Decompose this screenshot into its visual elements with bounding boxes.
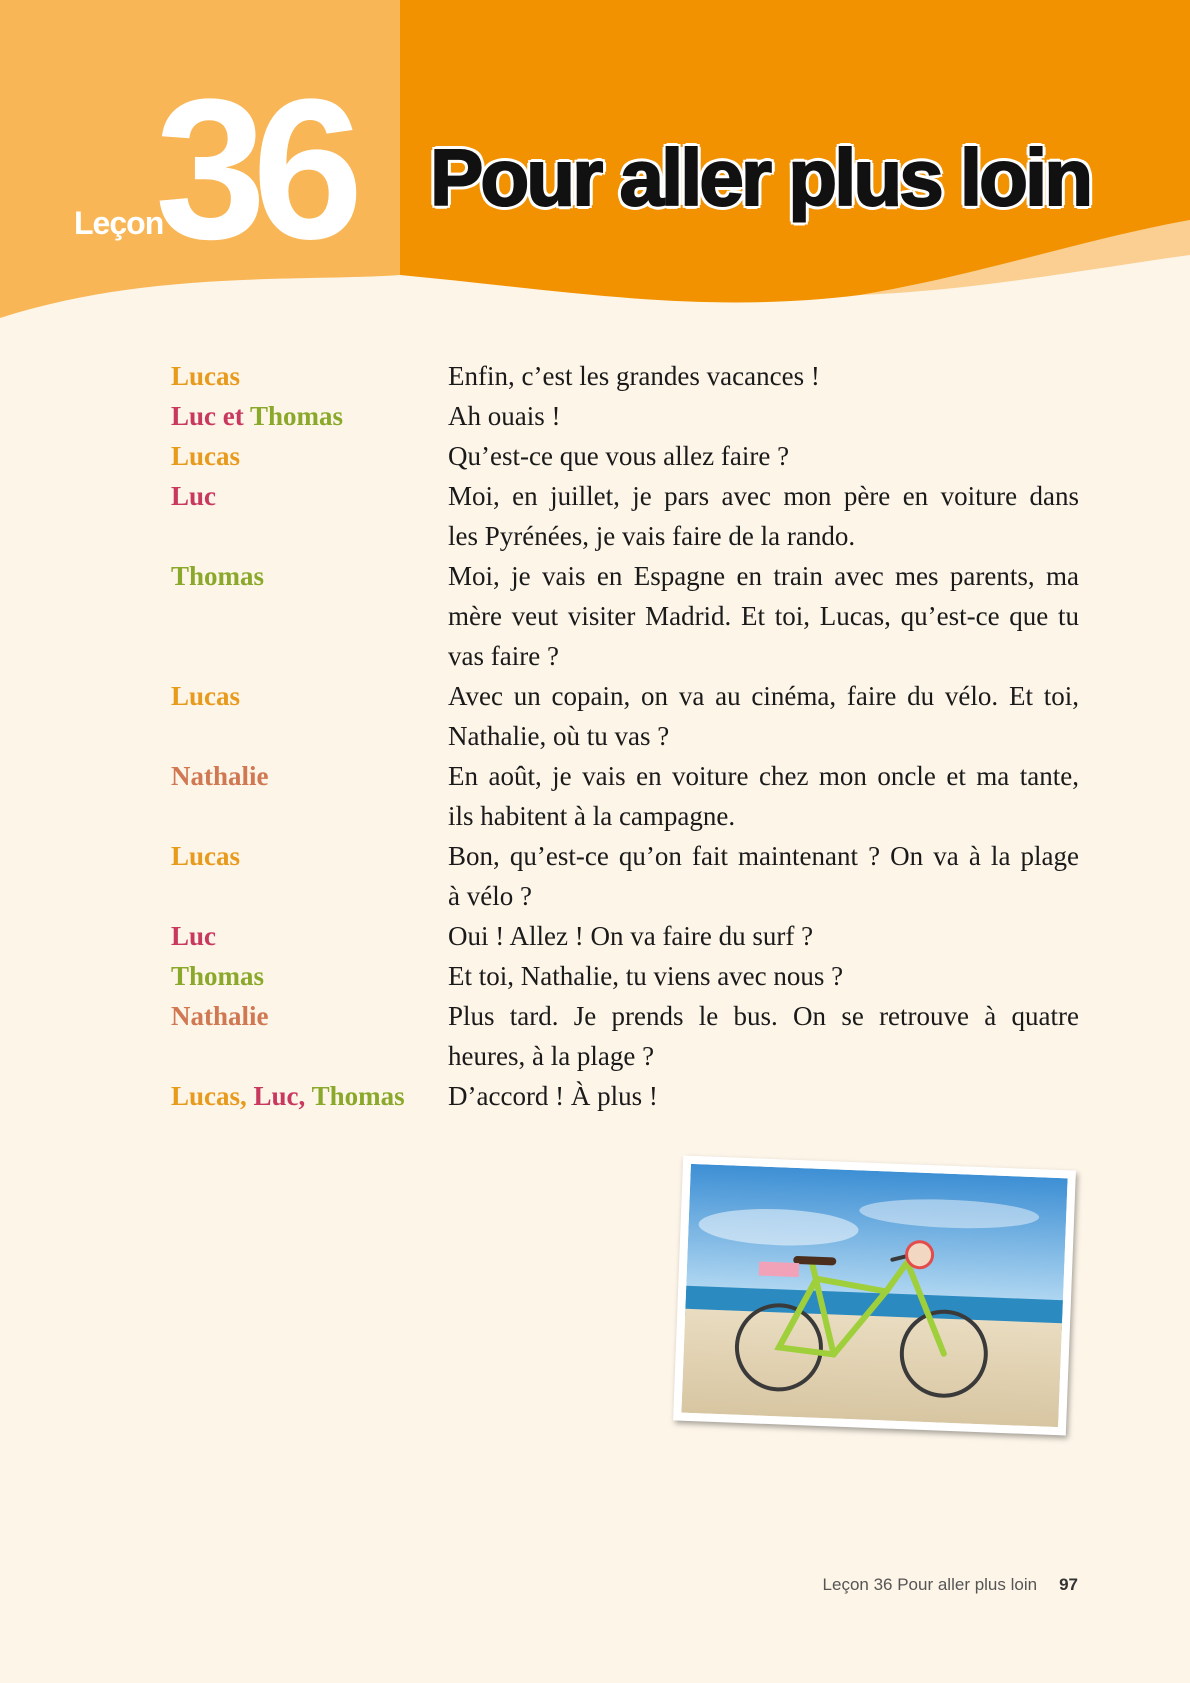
speaker-lucas: Lucas bbox=[171, 361, 241, 391]
speaker-name bbox=[171, 956, 448, 996]
speech-text: Oui ! Allez ! On va faire du surf ? bbox=[448, 921, 814, 951]
speaker-nathalie: Nathalie bbox=[171, 1001, 269, 1031]
lesson-label: Leçon bbox=[74, 205, 164, 241]
speaker-name bbox=[171, 916, 448, 956]
speech-text: Moi, en juillet, je pars avec mon père en voiture dans bbox=[448, 481, 1079, 511]
lesson-header bbox=[0, 0, 1190, 330]
speech-text: à vélo ? bbox=[448, 881, 532, 911]
speaker-name bbox=[171, 436, 448, 476]
speech-text: Avec un copain, on va au cinéma, faire du vélo. Et toi, bbox=[448, 681, 1079, 711]
dialogue-line bbox=[171, 836, 1079, 876]
speaker-nathalie: Nathalie bbox=[171, 761, 269, 791]
speaker-name bbox=[171, 796, 448, 836]
dialogue-line-continuation bbox=[171, 596, 1079, 636]
speaker-name bbox=[171, 476, 448, 516]
speech-text: Moi, je vais en Espagne en train avec mes parents, ma bbox=[448, 561, 1079, 591]
speaker-name bbox=[171, 556, 448, 596]
dialogue-line bbox=[171, 556, 1079, 596]
speech-text: Et toi, Nathalie, tu viens avec nous ? bbox=[448, 961, 844, 991]
dialogue-line-continuation bbox=[171, 516, 1079, 556]
speaker-lucas: Lucas bbox=[171, 841, 241, 871]
dialogue-line bbox=[171, 436, 1079, 476]
dialogue-line bbox=[171, 476, 1079, 516]
dialogue-line-continuation bbox=[171, 876, 1079, 916]
speech-text: les Pyrénées, je vais faire de la rando. bbox=[448, 521, 856, 551]
dialogue-line bbox=[171, 676, 1079, 716]
speaker-name bbox=[171, 1036, 448, 1076]
speaker-name bbox=[171, 716, 448, 756]
speaker-luc: Luc bbox=[171, 481, 217, 511]
bicycle-on-beach-photo bbox=[681, 1164, 1067, 1427]
dialogue-line bbox=[171, 1076, 1079, 1116]
speaker-name bbox=[171, 876, 448, 916]
speaker-lucas: Lucas bbox=[171, 681, 241, 711]
dialogue-line bbox=[171, 956, 1079, 996]
speech-text: Nathalie, où tu vas ? bbox=[448, 721, 670, 751]
speech-text: Ah ouais ! bbox=[448, 401, 561, 431]
speaker-name bbox=[171, 636, 448, 676]
page-footer bbox=[823, 1575, 1078, 1595]
speaker-name bbox=[171, 996, 448, 1036]
speaker-luc: Luc, bbox=[253, 1081, 312, 1111]
speaker-name bbox=[171, 516, 448, 556]
lesson-number: 36 bbox=[155, 58, 350, 281]
speaker-lucas: Lucas, bbox=[171, 1081, 254, 1111]
speaker-name bbox=[171, 1076, 448, 1116]
speech-text: En août, je vais en voiture chez mon oncle et ma tante, bbox=[448, 761, 1079, 791]
speaker-name bbox=[171, 356, 448, 396]
speech-text: Bon, qu’est-ce qu’on fait maintenant ? On va à la plage bbox=[448, 841, 1079, 871]
speech-text: ils habitent à la campagne. bbox=[448, 801, 736, 831]
page-number: 97 bbox=[1059, 1575, 1078, 1594]
bicycle-beach-photo bbox=[673, 1156, 1076, 1436]
speech-text: Plus tard. Je prends le bus. On se retrouve à quatre bbox=[448, 1001, 1079, 1031]
dialogue-line bbox=[171, 916, 1079, 956]
dialogue-line bbox=[171, 756, 1079, 796]
speech-text: D’accord ! À plus ! bbox=[448, 1081, 658, 1111]
speech-text: heures, à la plage ? bbox=[448, 1041, 655, 1071]
dialogue-line bbox=[171, 396, 1079, 436]
footer-running-title: Leçon 36 Pour aller plus loin bbox=[822, 1575, 1038, 1594]
speech-text: Qu’est-ce que vous allez faire ? bbox=[448, 441, 790, 471]
dialogue-line-continuation bbox=[171, 636, 1079, 676]
speaker-thomas: Thomas bbox=[171, 561, 265, 591]
speaker-thomas: Thomas bbox=[311, 1081, 405, 1111]
page-title: Pour aller plus loin bbox=[430, 133, 1091, 222]
speaker-name bbox=[171, 676, 448, 716]
speaker-name bbox=[171, 756, 448, 796]
dialogue-line-continuation bbox=[171, 716, 1079, 756]
dialogue-line bbox=[171, 996, 1079, 1036]
speaker-name bbox=[171, 596, 448, 636]
speech-text: Enfin, c’est les grandes vacances ! bbox=[448, 361, 820, 391]
speaker-thomas: Thomas bbox=[171, 961, 265, 991]
speech-text: mère veut visiter Madrid. Et toi, Lucas, qu’est-ce que tu bbox=[448, 601, 1079, 631]
speaker-name bbox=[171, 836, 448, 876]
speaker-luc: Luc et bbox=[171, 401, 250, 431]
dialogue-line-continuation bbox=[171, 796, 1079, 836]
dialogue-line bbox=[171, 356, 1079, 396]
dialogue-line-continuation bbox=[171, 1036, 1079, 1076]
dialogue-table bbox=[171, 356, 1079, 1116]
speaker-thomas: Thomas bbox=[250, 401, 344, 431]
speech-text: vas faire ? bbox=[448, 641, 559, 671]
speaker-name bbox=[171, 396, 448, 436]
speaker-lucas: Lucas bbox=[171, 441, 241, 471]
speaker-luc: Luc bbox=[171, 921, 217, 951]
